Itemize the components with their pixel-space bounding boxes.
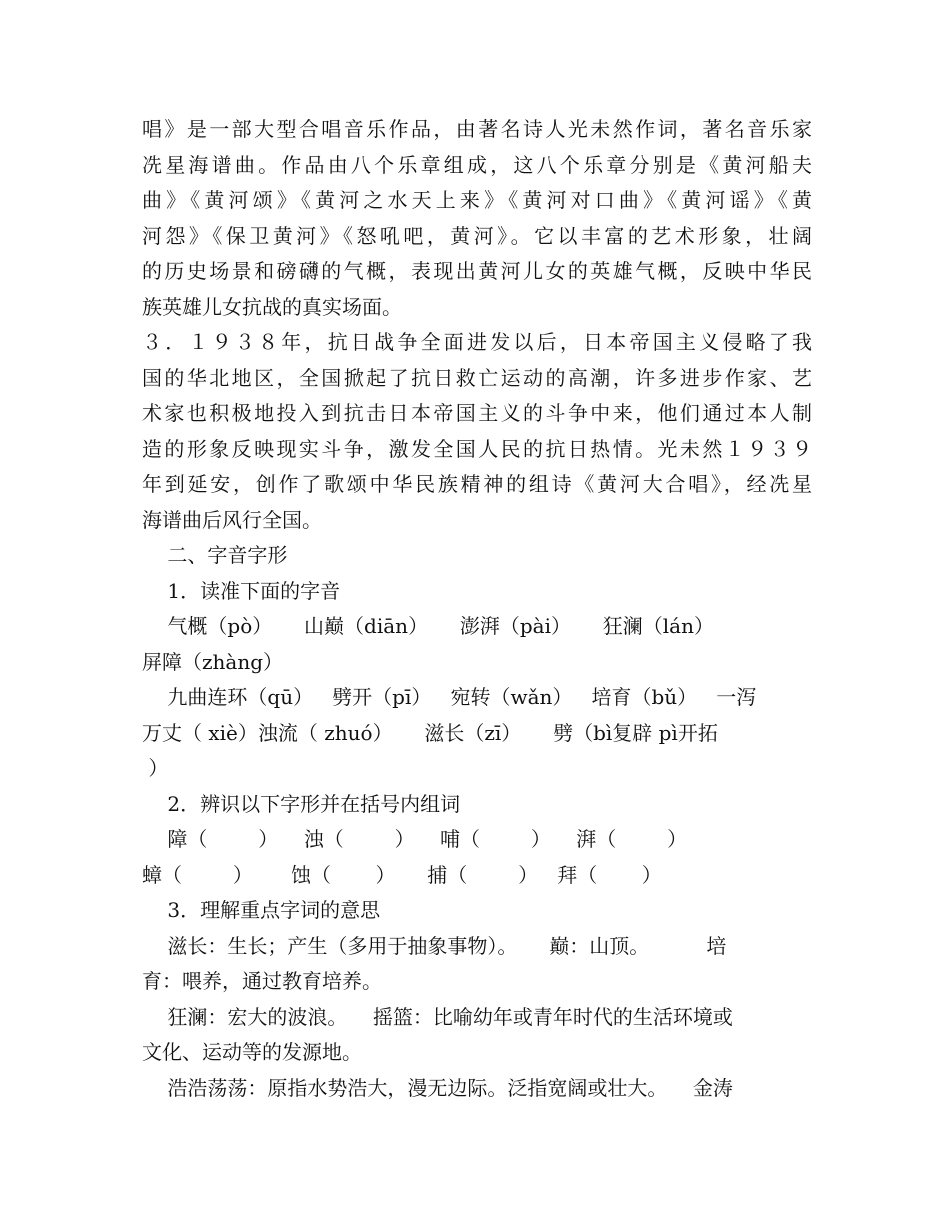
text-line: 狂澜：宏大的波浪。 摇篮：比喻幼年或青年时代的生活环境或 bbox=[142, 1004, 733, 1029]
text-line: 文化、运动等的发源地。 bbox=[142, 1040, 362, 1064]
text-line: 3．理解重点字词的意思 bbox=[142, 898, 381, 922]
text-line: 育：喂养，通过教育培养。 bbox=[142, 969, 382, 993]
text-line: 唱》是一部大型合唱音乐作品，由著名诗人光未然作词，著名音乐家 bbox=[142, 117, 812, 141]
text-line: 气概（pò） 山巅（diān） 澎湃（pài） 狂澜（lán） bbox=[142, 614, 714, 638]
text-line: 二、字音字形 bbox=[142, 543, 288, 567]
text-line: 1．读准下面的字音 bbox=[142, 578, 341, 603]
text-line: 河怨》《保卫黄河》《怒吼吧，黄河》。它以丰富的艺术形象，壮阔 bbox=[142, 223, 812, 248]
document-body bbox=[142, 112, 812, 1106]
text-line: 屏障（zhàng） bbox=[142, 649, 284, 674]
text-line: 滋长：生长；产生（多用于抽象事物）。 巅：山顶。 培 bbox=[142, 933, 727, 958]
text-line: 万丈（ xiè）浊流（ zhuó） 滋长（zī） 劈（bì复辟 pì开拓 bbox=[142, 720, 718, 745]
text-line: 术家也积极地投入到抗击日本帝国主义的斗争中来，他们通过本人制 bbox=[142, 401, 812, 425]
text-line: ３．１９３８年，抗日战争全面进发以后，日本帝国主义侵略了我 bbox=[142, 330, 812, 354]
text-line: 曲》《黄河颂》《黄河之水天上来》《黄河对口曲》《黄河谣》《黄 bbox=[142, 188, 812, 212]
text-line: 浩浩荡荡：原指水势浩大，漫无边际。泛指宽阔或壮大。 金涛 bbox=[142, 1075, 733, 1100]
text-line: 2．辨识以下字形并在括号内组词 bbox=[142, 791, 461, 816]
text-line: 障（ ） 浊（ ） 哺（ ） 湃（ ） bbox=[142, 827, 688, 851]
text-line: 的历史场景和磅礴的气概，表现出黄河儿女的英雄气概，反映中华民 bbox=[142, 259, 812, 283]
text-line: ） bbox=[142, 756, 169, 780]
text-line: 国的华北地区，全国掀起了抗日救亡运动的高潮，许多进步作家、艺 bbox=[142, 365, 812, 390]
text-line: 族英雄儿女抗战的真实场面。 bbox=[142, 294, 402, 319]
text-line: 造的形象反映现实斗争，激发全国人民的抗日热情。光未然１９３９ bbox=[142, 436, 812, 461]
text-line: 蟑（ ） 蚀（ ） 捕（ ） 拜（ ） bbox=[142, 862, 662, 887]
text-line: 冼星海谱曲。作品由八个乐章组成，这八个乐章分别是《黄河船夫 bbox=[142, 152, 812, 177]
text-line: 年到延安，创作了歌颂中华民族精神的组诗《黄河大合唱》，经冼星 bbox=[142, 472, 812, 496]
text-line: 九曲连环（qū） 劈开（pī） 宛转（wǎn） 培育（bǔ） 一泻 bbox=[142, 685, 757, 709]
text-line: 海谱曲后风行全国。 bbox=[142, 507, 322, 532]
